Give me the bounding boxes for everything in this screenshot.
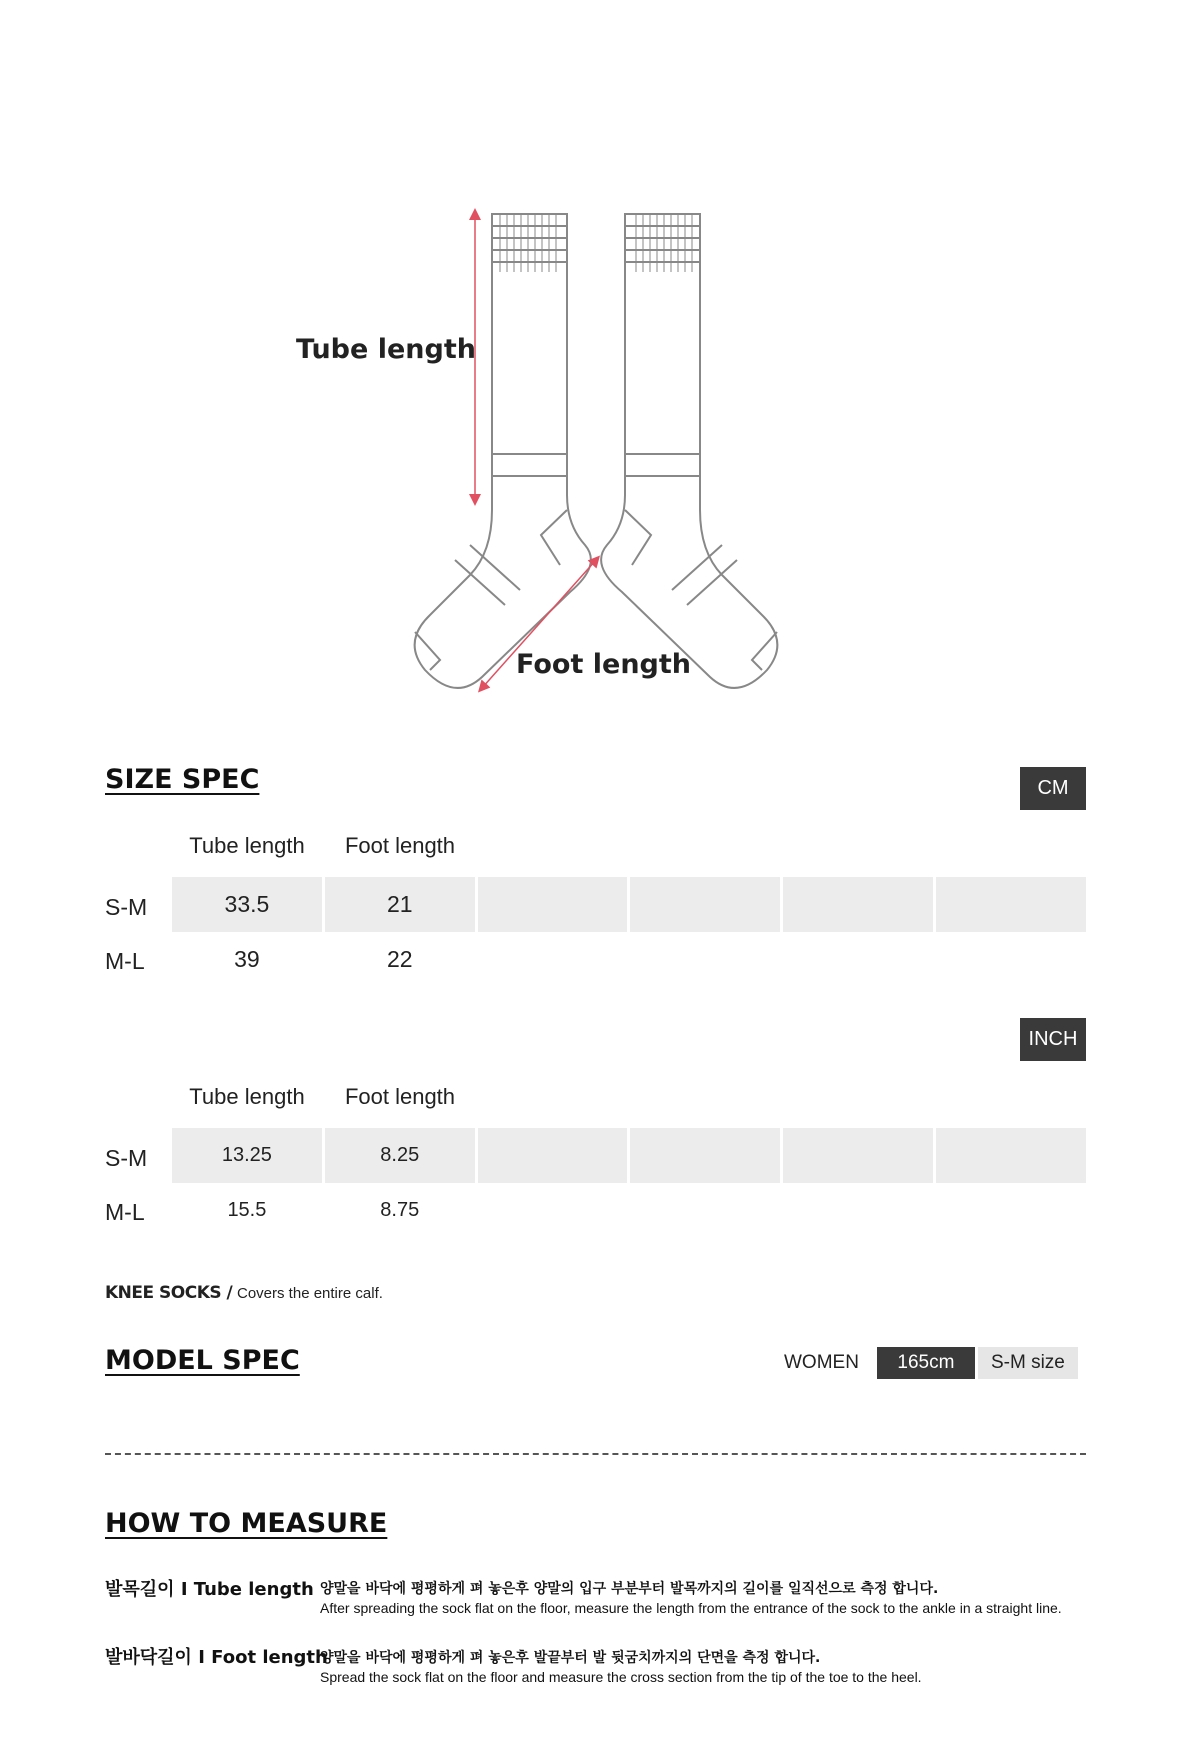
inch-sm-foot: 8.25	[325, 1128, 475, 1183]
left-sock	[415, 214, 591, 688]
inch-row-sm	[172, 1128, 1086, 1183]
right-sock	[601, 214, 777, 688]
divider	[105, 1453, 1086, 1455]
sock-type-desc: Covers the entire calf.	[237, 1285, 383, 1302]
measure-desc-foot-en: Spread the sock flat on the floor and measure the cross section from the tip of the toe to the heel.	[320, 1669, 922, 1685]
cm-ml-tube: 39	[234, 946, 260, 972]
cm-row-label-sm: S-M	[105, 894, 148, 920]
unit-badge-cm: CM	[1020, 767, 1086, 810]
cm-row-sm	[172, 877, 1086, 932]
model-spec-title: MODEL SPEC	[105, 1345, 300, 1376]
cm-header-foot: Foot length	[344, 833, 456, 858]
empty-cell	[478, 877, 628, 932]
empty-cell	[478, 1128, 628, 1183]
measure-label-tube: 발목길이 I Tube length	[105, 1579, 314, 1600]
inch-row-label-sm: S-M	[105, 1145, 148, 1171]
cm-sm-tube: 33.5	[172, 877, 322, 932]
model-size: S-M size	[978, 1347, 1078, 1379]
cm-ml-foot: 22	[386, 946, 413, 972]
empty-cell	[936, 877, 1086, 932]
measure-desc-tube-en: After spreading the sock flat on the floor, measure the length from the entrance of the sock to the ankle in a straight line.	[320, 1600, 1062, 1616]
cm-row-ml	[172, 932, 1086, 987]
measure-desc-tube-ko: 양말을 바닥에 평평하게 펴 놓은후 양말의 입구 부분부터 발목까지의 길이를 일직선으로 측정 합니다.	[320, 1581, 939, 1597]
inch-header-tube: Tube length	[189, 1084, 305, 1109]
sock-illustration	[0, 180, 1201, 720]
cm-sm-foot: 21	[325, 877, 475, 932]
cm-header-tube: Tube length	[189, 833, 305, 858]
inch-ml-foot: 8.75	[380, 1199, 420, 1221]
inch-sm-tube: 13.25	[172, 1128, 322, 1183]
empty-cell	[783, 877, 933, 932]
inch-row-ml	[172, 1183, 1086, 1238]
unit-badge-inch: INCH	[1020, 1018, 1086, 1061]
how-to-measure-title: HOW TO MEASURE	[105, 1508, 388, 1539]
empty-cell	[630, 877, 780, 932]
empty-cell	[783, 1128, 933, 1183]
inch-ml-tube: 15.5	[227, 1199, 267, 1221]
measure-label-foot: 발바닥길이 I Foot length	[105, 1647, 328, 1668]
inch-header-foot: Foot length	[344, 1084, 456, 1109]
empty-cell	[936, 1183, 1086, 1238]
empty-cell	[478, 1183, 628, 1238]
empty-cell	[630, 932, 780, 987]
model-gender: WOMEN	[784, 1352, 859, 1373]
model-height: 165cm	[877, 1347, 975, 1379]
sock-diagram	[0, 180, 1201, 720]
foot-length-label: Foot length	[516, 649, 691, 680]
empty-cell	[783, 1183, 933, 1238]
empty-cell	[783, 932, 933, 987]
size-spec-title: SIZE SPEC	[105, 764, 260, 795]
cm-row-label-ml: M-L	[105, 948, 145, 974]
measure-desc-foot-ko: 양말을 바닥에 평평하게 펴 놓은후 발끝부터 발 뒷굼치까지의 단면을 측정 합니다.	[320, 1650, 821, 1666]
empty-cell	[936, 1128, 1086, 1183]
model-spec-info	[784, 1347, 1078, 1379]
empty-cell	[630, 1128, 780, 1183]
empty-cell	[630, 1183, 780, 1238]
empty-cell	[936, 932, 1086, 987]
tube-length-label: Tube length	[296, 334, 476, 365]
inch-row-label-ml: M-L	[105, 1199, 145, 1225]
sock-type: KNEE SOCKS /	[105, 1283, 233, 1303]
empty-cell	[478, 932, 628, 987]
sock-type-note	[105, 1283, 383, 1303]
